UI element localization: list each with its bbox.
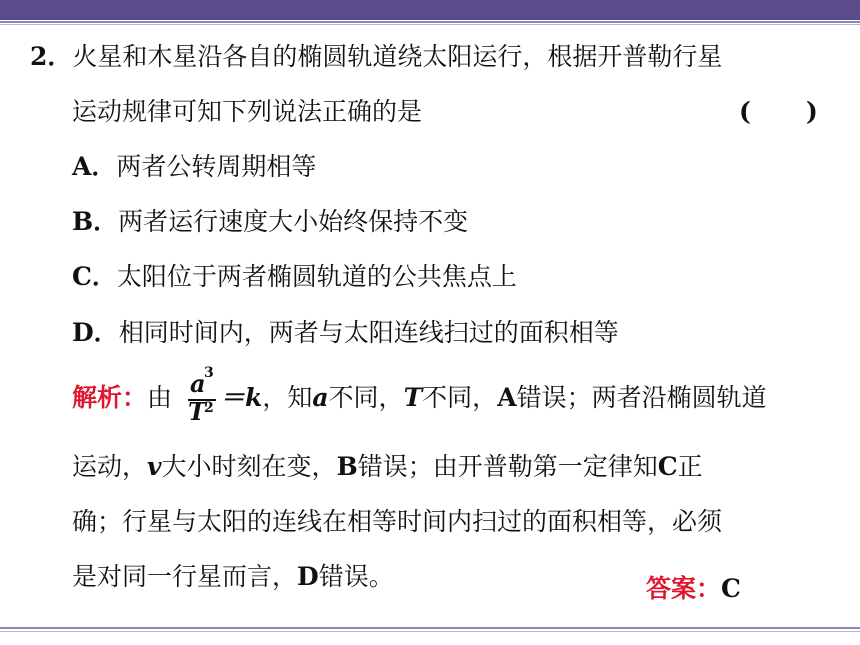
analysis-text: 不同， bbox=[422, 383, 498, 412]
header-rule bbox=[0, 21, 860, 23]
formula-rhs: ＝k bbox=[220, 383, 263, 412]
fraction-numerator-exponent: 3 bbox=[204, 365, 214, 381]
analysis-line2 bbox=[72, 452, 703, 482]
question-stem-line2 bbox=[72, 97, 422, 127]
analysis-line3 bbox=[72, 507, 722, 537]
analysis-text: 确；行星与太阳的连线在相等时间内扫过的面积相等，必须 bbox=[72, 507, 723, 536]
question-number: 2． bbox=[30, 42, 73, 71]
mark-d: D bbox=[297, 562, 319, 591]
analysis-text: 大小时刻在变， bbox=[161, 452, 337, 481]
fraction-denominator-exponent: 2 bbox=[204, 400, 214, 416]
question-text-1: 火星和木星沿各自的椭圆轨道绕太阳运行，根据开普勒行星 bbox=[72, 42, 723, 71]
option-text: 相同时间内，两者与太阳连线扫过的面积相等 bbox=[118, 318, 619, 347]
option-text: 太阳位于两者椭圆轨道的公共焦点上 bbox=[116, 262, 517, 291]
analysis-text: ，知 bbox=[262, 383, 313, 412]
fraction-denominator: T bbox=[188, 397, 206, 426]
fraction-numerator: a bbox=[190, 369, 206, 398]
question-text-2: 运动规律可知下列说法正确的是 bbox=[72, 97, 423, 126]
var-T: T bbox=[403, 383, 423, 412]
option-d bbox=[72, 318, 619, 348]
option-text: 两者公转周期相等 bbox=[116, 152, 317, 181]
answer-label: 答案： bbox=[646, 574, 722, 603]
option-letter: B． bbox=[72, 207, 119, 236]
analysis-label: 解析： bbox=[72, 383, 148, 412]
option-text: 两者运行速度大小始终保持不变 bbox=[118, 207, 469, 236]
kepler-fraction bbox=[188, 365, 218, 426]
analysis-line4 bbox=[72, 562, 394, 592]
analysis-text: 正 bbox=[677, 452, 703, 481]
option-c bbox=[72, 262, 517, 292]
analysis-text: 错误。 bbox=[318, 562, 394, 591]
var-v: v bbox=[147, 452, 162, 481]
mark-c: C bbox=[657, 452, 678, 481]
header-rule-thin bbox=[0, 24, 860, 25]
option-b bbox=[72, 207, 468, 237]
footer-rule bbox=[0, 627, 860, 629]
analysis-text: 不同， bbox=[328, 383, 404, 412]
header-band bbox=[0, 0, 860, 20]
analysis-line1-lead bbox=[72, 383, 172, 413]
answer-value: C bbox=[721, 574, 741, 603]
option-letter: C． bbox=[72, 262, 117, 291]
analysis-text: 错误；由开普勒第一定律知 bbox=[357, 452, 658, 481]
question-stem-line1 bbox=[30, 42, 722, 72]
var-a: a bbox=[312, 383, 329, 412]
analysis-text: 是对同一行星而言， bbox=[72, 562, 298, 591]
answer-paren-close: ) bbox=[806, 97, 818, 126]
option-a bbox=[72, 152, 316, 182]
answer bbox=[646, 574, 741, 604]
answer-paren-open: ( bbox=[739, 97, 751, 126]
analysis-lead: 由 bbox=[147, 383, 173, 412]
option-letter: D． bbox=[72, 318, 119, 347]
option-letter: A． bbox=[72, 152, 117, 181]
analysis-text: 错误；两者沿椭圆轨道 bbox=[516, 383, 767, 412]
mark-b: B bbox=[336, 452, 358, 481]
analysis-line1-rest bbox=[220, 383, 767, 413]
mark-a: A bbox=[497, 383, 517, 412]
footer-rule-thin bbox=[0, 631, 860, 632]
analysis-text: 运动， bbox=[72, 452, 148, 481]
